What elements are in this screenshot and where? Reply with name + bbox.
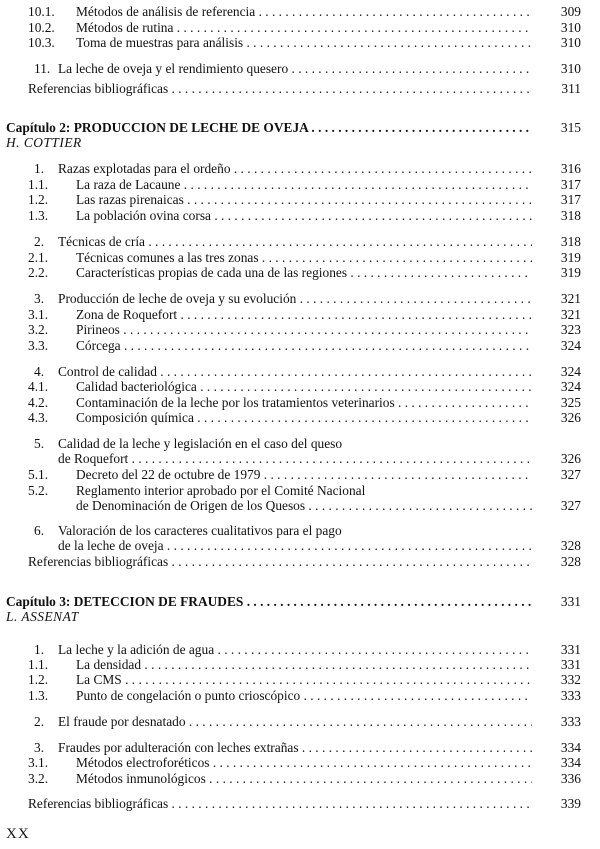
toc-entry-title: Zona de Roquefort . . . xyxy=(76,307,532,322)
toc-entry-title: Métodos inmunológicos . . . xyxy=(76,771,532,786)
chapter-page: 315 xyxy=(560,120,581,135)
page-folio: XX xyxy=(6,826,30,842)
toc-entry-number: 3.2. xyxy=(28,322,49,337)
toc-entry-title: La leche de oveja y el rendimiento quesero . . . xyxy=(58,61,532,76)
toc-entry-title: Calidad bacteriológica . . . xyxy=(76,379,532,394)
toc-entry-title: El fraude por desnatado . . . xyxy=(58,714,532,729)
toc-entry-page: 324 xyxy=(560,364,581,379)
toc-entry-title-continued: de Roquefort . . . xyxy=(58,451,532,466)
toc-entry-number: 1.1. xyxy=(28,657,49,672)
toc-entry-page: 326 xyxy=(560,451,581,467)
toc-entry-title-continued: de Denominación de Origen de los Quesos . . . xyxy=(76,498,532,513)
toc-entry-number: 5.2. xyxy=(28,483,49,498)
toc-entry-title: Métodos electroforéticos . . . xyxy=(76,755,532,770)
toc-entry-number: 1.3. xyxy=(28,208,49,223)
toc-entry-title: Punto de congelación o punto crioscópico . . . xyxy=(76,688,532,703)
toc-entry-page: 328 xyxy=(560,554,581,569)
toc-entry-title: Toma de muestras para análisis . . . xyxy=(76,35,532,50)
toc-entry-title: Referencias bibliográficas . . . xyxy=(28,554,532,569)
toc-entry-page: 323 xyxy=(560,322,581,337)
toc-entry-page: 339 xyxy=(560,796,581,811)
toc-entry-number: 11. xyxy=(34,61,51,76)
toc-entry-page: 311 xyxy=(561,81,581,96)
toc-entry-page: 310 xyxy=(560,35,581,50)
toc-entry-title: Composición química . . . xyxy=(76,410,532,425)
toc-entry-page: 318 xyxy=(560,234,581,249)
toc-entry-page: 310 xyxy=(560,19,581,35)
toc-entry-page: 319 xyxy=(560,250,581,265)
toc-entry-page: 327 xyxy=(560,467,581,482)
toc-entry-page: 317 xyxy=(560,177,581,192)
toc-entry-number: 1.2. xyxy=(28,192,49,207)
toc-entry-title: Valoración de los caracteres cualitativos para el pago xyxy=(58,523,342,538)
toc-entry-title: Calidad de la leche y legislación en el caso del queso xyxy=(58,436,343,451)
toc-entry-number: 2.1. xyxy=(28,250,49,265)
toc-entry-title: Características propias de cada una de las regiones . . . xyxy=(76,265,532,280)
toc-entry-page: 327 xyxy=(560,498,581,514)
toc-entry-number: 4.2. xyxy=(28,395,49,410)
toc-entry-number: 2.2. xyxy=(28,265,49,280)
toc-entry-page: 326 xyxy=(560,410,581,425)
toc-entry-page: 328 xyxy=(560,538,581,554)
toc-entry-page: 310 xyxy=(560,61,581,76)
chapter-heading: Capítulo 3: DETECCION DE FRAUDES . . . xyxy=(6,594,532,609)
toc-entry-page: 324 xyxy=(560,338,581,353)
toc-entry-page: 318 xyxy=(560,208,581,223)
toc-entry-title: Control de calidad . . . xyxy=(58,364,532,379)
toc-entry-number: 1. xyxy=(34,642,45,657)
toc-entry-page: 336 xyxy=(560,771,581,786)
toc-entry-title: Las razas pirenaicas . . . xyxy=(76,192,532,207)
toc-entry-number: 3.1. xyxy=(28,755,49,770)
toc-entry-title: Córcega . . . xyxy=(76,338,532,353)
toc-entry-page: 316 xyxy=(560,161,581,176)
toc-entry-page: 309 xyxy=(560,4,581,19)
toc-entry-number: 5.1. xyxy=(28,467,49,482)
toc-entry-title: La CMS . . . xyxy=(76,672,532,687)
toc-entry-number: 10.2. xyxy=(28,19,55,35)
toc-entry-number: 5. xyxy=(34,436,45,451)
toc-entry-title: La densidad . . . xyxy=(76,657,532,672)
toc-entry-title: Métodos de análisis de referencia . . . xyxy=(76,4,532,19)
toc-entry-page: 332 xyxy=(560,672,581,687)
toc-entry-page: 317 xyxy=(560,192,581,207)
toc-entry-page: 324 xyxy=(560,379,581,394)
toc-entry-number: 2. xyxy=(34,234,45,249)
toc-entry-page: 331 xyxy=(560,657,581,672)
toc-entry-title: Contaminación de la leche por los tratamientos veterinarios . . . xyxy=(76,395,532,410)
toc-entry-number: 4. xyxy=(34,364,45,379)
chapter-author: H. COTTIER xyxy=(6,135,82,150)
toc-entry-title: La raza de Lacaune . . . xyxy=(76,177,532,192)
toc-entry-number: 10.1. xyxy=(28,4,55,19)
toc-entry-title: Referencias bibliográficas . . . xyxy=(28,81,532,96)
toc-entry-title-continued: de la leche de oveja . . . xyxy=(58,538,532,553)
toc-entry-title: Referencias bibliográficas . . . xyxy=(28,796,532,811)
toc-entry-number: 1.3. xyxy=(28,688,49,703)
toc-entry-number: 3.3. xyxy=(28,338,49,353)
toc-entry-title: Técnicas comunes a las tres zonas . . . xyxy=(76,250,532,265)
toc-entry-number: 1. xyxy=(34,161,45,176)
toc-entry-number: 4.3. xyxy=(28,410,49,425)
toc-entry-title: Técnicas de cría . . . xyxy=(58,234,532,249)
toc-entry-number: 3.2. xyxy=(28,771,49,786)
toc-entry-page: 333 xyxy=(560,714,581,729)
toc-entry-number: 4.1. xyxy=(28,379,49,394)
toc-entry-number: 3. xyxy=(34,740,45,755)
toc-entry-title: La leche y la adición de agua . . . xyxy=(58,642,532,657)
toc-entry-page: 331 xyxy=(560,642,581,657)
toc-entry-title: Producción de leche de oveja y su evolución . . . xyxy=(58,291,532,306)
toc-entry-number: 1.2. xyxy=(28,672,49,687)
toc-entry-title: Pirineos . . . xyxy=(76,322,532,337)
chapter-author: L. ASSENAT xyxy=(6,609,79,624)
toc-entry-page: 334 xyxy=(560,755,581,770)
toc-entry-page: 321 xyxy=(560,291,581,306)
toc-entry-title: Reglamento interior aprobado por el Comité Nacional xyxy=(76,483,366,498)
toc-entry-page: 333 xyxy=(560,688,581,703)
toc-entry-number: 2. xyxy=(34,714,45,729)
toc-entry-page: 334 xyxy=(560,740,581,755)
chapter-page: 331 xyxy=(560,594,581,609)
toc-entry-title: Métodos de rutina . . . xyxy=(76,20,532,35)
toc-entry-number: 6. xyxy=(34,523,45,538)
toc-entry-number: 10.3. xyxy=(28,35,55,50)
toc-entry-page: 325 xyxy=(560,395,581,410)
toc-entry-number: 3. xyxy=(34,291,45,306)
chapter-heading: Capítulo 2: PRODUCCION DE LECHE DE OVEJA . . . xyxy=(6,120,532,135)
toc-entry-title: Razas explotadas para el ordeño . . . xyxy=(58,161,532,176)
toc-entry-page: 321 xyxy=(560,307,581,322)
toc-entry-number: 3.1. xyxy=(28,307,49,322)
toc-entry-page: 319 xyxy=(560,265,581,280)
toc-entry-title: Fraudes por adulteración con leches extrañas . . . xyxy=(58,740,532,755)
toc-entry-number: 1.1. xyxy=(28,177,49,192)
toc-entry-title: La población ovina corsa . . . xyxy=(76,208,532,223)
toc-entry-title: Decreto del 22 de octubre de 1979 . . . xyxy=(76,467,532,482)
